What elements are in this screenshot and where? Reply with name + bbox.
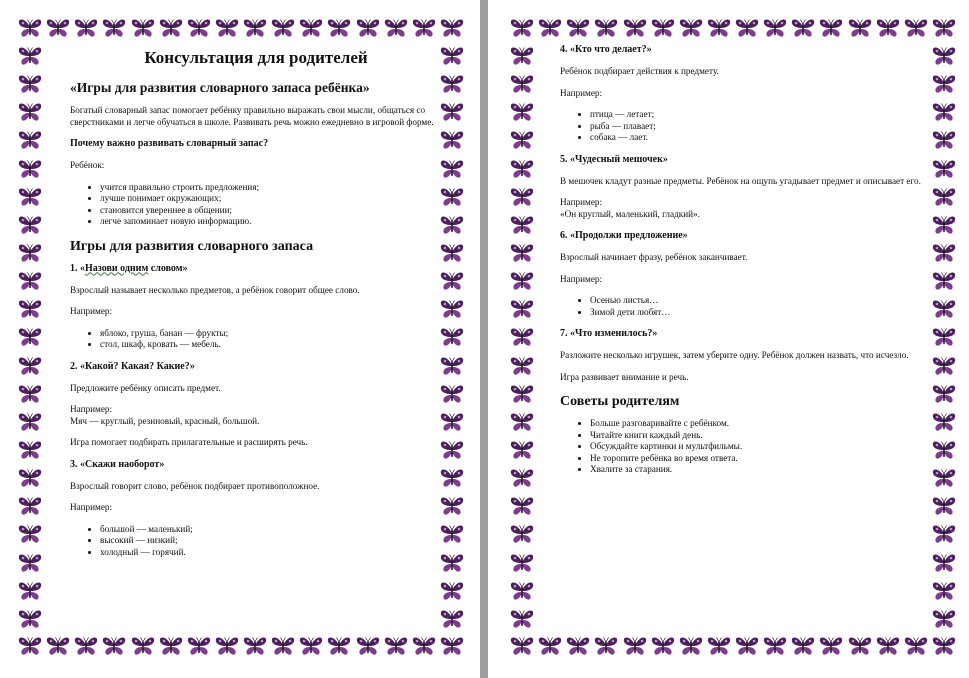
- game-2-desc: Предложите ребёнку описать предмет.: [70, 382, 221, 393]
- butterfly-icon: [510, 299, 534, 320]
- list-item: • Больше разговаривайте с ребёнком.: [590, 418, 932, 430]
- butterfly-icon: [18, 636, 42, 657]
- butterfly-icon: [763, 18, 787, 39]
- butterfly-icon: [440, 524, 464, 545]
- document-page-2: [488, 0, 969, 678]
- butterfly-icon: [510, 468, 534, 489]
- butterfly-icon: [440, 187, 464, 208]
- butterfly-icon: [159, 636, 183, 657]
- butterfly-icon: [566, 18, 590, 39]
- butterfly-icon: [440, 102, 464, 123]
- butterfly-icon: [356, 18, 380, 39]
- butterfly-icon: [932, 102, 956, 123]
- list-item: • Осенью листья…: [590, 295, 932, 307]
- butterfly-icon: [932, 636, 956, 657]
- game-5-example: [560, 197, 932, 220]
- butterfly-icon: [932, 18, 956, 39]
- butterfly-icon: [18, 299, 42, 320]
- butterfly-icon: [876, 18, 900, 39]
- butterfly-icon: [440, 609, 464, 630]
- butterfly-icon: [440, 46, 464, 67]
- list-item: • холодный — горячий.: [100, 547, 442, 559]
- butterfly-icon: [440, 496, 464, 517]
- butterfly-icon: [510, 130, 534, 151]
- game-5-example-label: Например:: [560, 197, 603, 207]
- border-top: [18, 18, 464, 39]
- butterfly-icon: [510, 46, 534, 67]
- list-item: • Не торопите ребёнка во время ответа.: [590, 453, 932, 465]
- butterfly-icon: [440, 581, 464, 602]
- list-item: • Обсуждайте картинки и мультфильмы.: [590, 441, 932, 453]
- game-1-desc: Взрослый называет несколько предметов, а ребёнок говорит общее слово.: [70, 284, 360, 295]
- butterfly-icon: [510, 581, 534, 602]
- game-1-title-name: Назови одним: [85, 262, 149, 274]
- butterfly-icon: [187, 18, 211, 39]
- list-item: • птица — летает;: [590, 109, 932, 121]
- butterfly-icon: [932, 496, 956, 517]
- butterfly-icon: [18, 130, 42, 151]
- tips-heading: Советы родителям: [560, 394, 680, 409]
- border-left: [510, 46, 534, 630]
- butterfly-icon: [510, 636, 534, 657]
- butterfly-icon: [18, 327, 42, 348]
- game-5-title: 5. «Чудесный мешочек»: [560, 153, 668, 165]
- butterfly-icon: [440, 327, 464, 348]
- butterfly-icon: [18, 496, 42, 517]
- game-1-title: [70, 263, 442, 275]
- butterfly-icon: [763, 636, 787, 657]
- butterfly-icon: [510, 159, 534, 180]
- butterfly-icon: [791, 636, 815, 657]
- butterfly-icon: [440, 440, 464, 461]
- game-7-title: 7. «Что изменилось?»: [560, 328, 658, 339]
- butterfly-icon: [932, 412, 956, 433]
- butterfly-icon: [510, 609, 534, 630]
- butterfly-icon: [679, 636, 703, 657]
- butterfly-icon: [932, 581, 956, 602]
- game-4-examples: [560, 109, 932, 144]
- butterfly-icon: [18, 524, 42, 545]
- game-2-title: 2. «Какой? Какая? Какие?»: [70, 360, 195, 372]
- game-1-example-label: Например:: [70, 306, 113, 316]
- butterfly-icon: [510, 187, 534, 208]
- butterfly-icon: [440, 412, 464, 433]
- butterfly-icon: [271, 636, 295, 657]
- butterfly-icon: [440, 384, 464, 405]
- butterfly-icon: [440, 74, 464, 95]
- game-4-title: 4. «Кто что делает?»: [560, 44, 652, 55]
- butterfly-icon: [18, 18, 42, 39]
- butterfly-icon: [384, 18, 408, 39]
- butterfly-icon: [510, 74, 534, 95]
- butterfly-icon: [440, 130, 464, 151]
- why-heading: Почему важно развивать словарный запас?: [70, 138, 269, 149]
- butterfly-icon: [510, 524, 534, 545]
- butterfly-icon: [932, 553, 956, 574]
- butterfly-icon: [848, 636, 872, 657]
- butterfly-icon: [243, 636, 267, 657]
- border-left: [18, 46, 42, 630]
- butterfly-icon: [932, 46, 956, 67]
- butterfly-icon: [440, 356, 464, 377]
- butterfly-icon: [932, 74, 956, 95]
- butterfly-icon: [18, 215, 42, 236]
- butterfly-icon: [412, 18, 436, 39]
- butterfly-icon: [187, 636, 211, 657]
- butterfly-icon: [819, 18, 843, 39]
- butterfly-icon: [932, 384, 956, 405]
- game-3-title: 3. «Скажи наоборот»: [70, 458, 165, 470]
- butterfly-icon: [74, 636, 98, 657]
- butterfly-icon: [18, 440, 42, 461]
- butterfly-icon: [18, 468, 42, 489]
- butterfly-icon: [271, 18, 295, 39]
- butterfly-icon: [510, 215, 534, 236]
- butterfly-icon: [440, 299, 464, 320]
- list-item: • рыба — плавает;: [590, 121, 932, 133]
- game-2-example-label: Например:: [70, 404, 113, 414]
- game-2-example-line: Мяч — круглый, резиновый, красный, большой.: [70, 415, 260, 426]
- list-item: • яблоко, груша, банан — фрукты;: [100, 328, 442, 340]
- butterfly-icon: [594, 18, 618, 39]
- page-2-content: [560, 44, 932, 486]
- butterfly-icon: [384, 636, 408, 657]
- games-heading: Игры для развития словарного запаса: [70, 238, 314, 254]
- list-item: • большой — маленький;: [100, 524, 442, 536]
- butterfly-icon: [215, 18, 239, 39]
- butterfly-icon: [932, 130, 956, 151]
- butterfly-icon: [932, 524, 956, 545]
- butterfly-icon: [510, 243, 534, 264]
- butterfly-icon: [510, 384, 534, 405]
- list-item: • лучше понимает окружающих;: [100, 193, 442, 205]
- butterfly-icon: [932, 356, 956, 377]
- butterfly-icon: [440, 243, 464, 264]
- butterfly-icon: [412, 636, 436, 657]
- list-item: • становится увереннее в общении;: [100, 205, 442, 217]
- butterfly-icon: [18, 356, 42, 377]
- butterfly-icon: [299, 18, 323, 39]
- game-1-title-suffix: словом»: [148, 262, 188, 274]
- butterfly-icon: [594, 636, 618, 657]
- butterfly-icon: [566, 636, 590, 657]
- butterfly-icon: [18, 384, 42, 405]
- butterfly-icon: [932, 440, 956, 461]
- butterfly-icon: [932, 299, 956, 320]
- butterfly-icon: [46, 18, 70, 39]
- border-bottom: [18, 636, 464, 657]
- butterfly-icon: [510, 327, 534, 348]
- butterfly-icon: [102, 636, 126, 657]
- document-title: Консультация для родителей: [144, 48, 368, 67]
- list-item: • стол, шкаф, кровать — мебель.: [100, 339, 442, 351]
- game-3-desc: Взрослый говорит слово, ребёнок подбирает противоположное.: [70, 480, 320, 491]
- butterfly-icon: [18, 46, 42, 67]
- butterfly-icon: [510, 496, 534, 517]
- butterfly-icon: [791, 18, 815, 39]
- butterfly-icon: [131, 18, 155, 39]
- game-4-desc: Ребёнок подбирает действия к предмету.: [560, 66, 719, 76]
- butterfly-icon: [102, 18, 126, 39]
- butterfly-icon: [819, 636, 843, 657]
- list-item: • Зимой дети любят…: [590, 307, 932, 319]
- butterfly-icon: [651, 18, 675, 39]
- game-5-example-line: «Он круглый, маленький, гладкий».: [560, 208, 700, 219]
- butterfly-icon: [932, 327, 956, 348]
- butterfly-icon: [510, 271, 534, 292]
- butterfly-icon: [510, 553, 534, 574]
- butterfly-icon: [932, 215, 956, 236]
- intro-paragraph: Богатый словарный запас помогает ребёнку правильно выражать свои мысли, общаться со сверстниками и легче обучаться в школе. Развивать речь можно ежедневно в игровой форме.: [70, 105, 434, 127]
- child-label: Ребёнок:: [70, 160, 105, 170]
- butterfly-icon: [18, 74, 42, 95]
- butterfly-icon: [623, 636, 647, 657]
- butterfly-icon: [356, 636, 380, 657]
- butterfly-icon: [159, 18, 183, 39]
- butterfly-icon: [440, 18, 464, 39]
- butterfly-icon: [440, 636, 464, 657]
- butterfly-icon: [46, 636, 70, 657]
- border-bottom: [510, 636, 956, 657]
- butterfly-icon: [18, 412, 42, 433]
- game-3-example-label: Например:: [70, 502, 113, 512]
- list-item: • легче запоминает новую информацию.: [100, 216, 442, 228]
- list-item: • Читайте книги каждый день.: [590, 430, 932, 442]
- game-7-desc: Разложите несколько игрушек, затем уберите одну. Ребёнок должен назвать, что исчезло.: [560, 350, 909, 360]
- butterfly-icon: [327, 636, 351, 657]
- butterfly-icon: [932, 609, 956, 630]
- butterfly-icon: [510, 440, 534, 461]
- game-1-examples: [70, 328, 442, 351]
- butterfly-icon: [510, 102, 534, 123]
- document-subtitle: «Игры для развития словарного запаса ребёнка»: [70, 80, 370, 95]
- game-6-examples: [560, 295, 932, 318]
- list-item: • высокий — низкий;: [100, 535, 442, 547]
- game-6-desc: Взрослый начинает фразу, ребёнок заканчивает.: [560, 252, 748, 262]
- butterfly-icon: [18, 553, 42, 574]
- tips-list: [560, 418, 932, 476]
- game-7-note: Игра развивает внимание и речь.: [560, 371, 689, 382]
- butterfly-icon: [904, 636, 928, 657]
- butterfly-icon: [299, 636, 323, 657]
- butterfly-icon: [327, 18, 351, 39]
- document-page-1: [0, 0, 480, 678]
- child-list: [70, 182, 442, 228]
- list-item: • собака — лает.: [590, 132, 932, 144]
- butterfly-icon: [215, 636, 239, 657]
- butterfly-icon: [932, 468, 956, 489]
- butterfly-icon: [538, 636, 562, 657]
- list-item: • учится правильно строить предложения;: [100, 182, 442, 194]
- border-top: [510, 18, 956, 39]
- border-right: [440, 46, 464, 630]
- butterfly-icon: [440, 468, 464, 489]
- butterfly-icon: [932, 187, 956, 208]
- game-5-desc: В мешочек кладут разные предметы. Ребёнок на ощупь угадывает предмет и описывает его.: [560, 175, 921, 186]
- butterfly-icon: [932, 159, 956, 180]
- game-3-examples: [70, 524, 442, 559]
- butterfly-icon: [18, 187, 42, 208]
- list-item: • Хвалите за старания.: [590, 464, 932, 476]
- page-1-content: [70, 48, 442, 568]
- page-gutter: [480, 0, 488, 678]
- game-2-example: [70, 404, 442, 427]
- butterfly-icon: [538, 18, 562, 39]
- game-2-note: Игра помогает подбирать прилагательные и расширять речь.: [70, 437, 308, 447]
- game-4-example-label: Например:: [560, 87, 603, 98]
- game-6-example-label: Например:: [560, 273, 603, 284]
- butterfly-icon: [74, 18, 98, 39]
- butterfly-icon: [440, 553, 464, 574]
- butterfly-icon: [679, 18, 703, 39]
- butterfly-icon: [904, 18, 928, 39]
- butterfly-icon: [848, 18, 872, 39]
- game-1-title-prefix: 1. «: [70, 262, 85, 274]
- butterfly-icon: [18, 102, 42, 123]
- butterfly-icon: [932, 271, 956, 292]
- butterfly-icon: [18, 243, 42, 264]
- butterfly-icon: [707, 18, 731, 39]
- butterfly-icon: [18, 609, 42, 630]
- butterfly-icon: [651, 636, 675, 657]
- butterfly-icon: [243, 18, 267, 39]
- border-right: [932, 46, 956, 630]
- butterfly-icon: [440, 215, 464, 236]
- butterfly-icon: [510, 356, 534, 377]
- butterfly-icon: [510, 18, 534, 39]
- butterfly-icon: [18, 159, 42, 180]
- butterfly-icon: [735, 18, 759, 39]
- butterfly-icon: [510, 412, 534, 433]
- butterfly-icon: [707, 636, 731, 657]
- butterfly-icon: [623, 18, 647, 39]
- butterfly-icon: [440, 159, 464, 180]
- game-6-title: 6. «Продолжи предложение»: [560, 230, 688, 241]
- butterfly-icon: [18, 581, 42, 602]
- butterfly-icon: [735, 636, 759, 657]
- butterfly-icon: [876, 636, 900, 657]
- butterfly-icon: [18, 271, 42, 292]
- butterfly-icon: [440, 271, 464, 292]
- butterfly-icon: [932, 243, 956, 264]
- butterfly-icon: [131, 636, 155, 657]
